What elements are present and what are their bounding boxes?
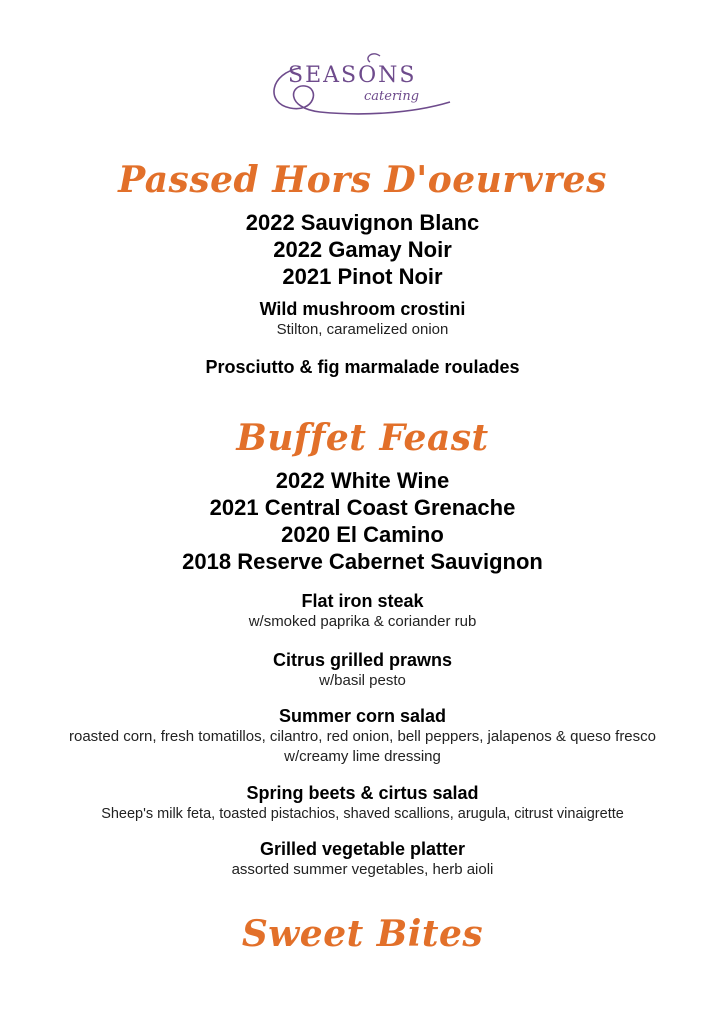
menu-item-spring-beets-salad bbox=[0, 782, 725, 824]
menu-item-grilled-vegetable-platter bbox=[0, 838, 725, 880]
wine-list-passed bbox=[0, 209, 725, 290]
section-title-passed-hors-doeuvres: Passed Hors D'oeurvres bbox=[118, 159, 607, 201]
menu-item-description: Stilton, caramelized onion bbox=[276, 321, 449, 338]
menu-item-description: Sheep's milk feta, toasted pistachios, shaved scallions, arugula, citrust vinaigrette bbox=[101, 806, 624, 822]
logo-brand-text: SEASONS bbox=[288, 63, 417, 88]
logo-tagline-text: catering bbox=[364, 89, 420, 104]
wine-item: 2022 Gamay Noir bbox=[273, 237, 452, 262]
menu-item-name: Wild mushroom crostini bbox=[259, 299, 466, 319]
wine-item: 2022 White Wine bbox=[275, 468, 450, 493]
wine-list-buffet bbox=[0, 467, 725, 575]
menu-item-name: Flat iron steak bbox=[301, 591, 424, 611]
wine-item: 2018 Reserve Cabernet Sauvignon bbox=[182, 549, 543, 574]
wine-item: 2022 Sauvignon Blanc bbox=[245, 210, 480, 235]
menu-item-name: Prosciutto & fig marmalade roulades bbox=[205, 357, 520, 377]
menu-item-description: w/basil pesto bbox=[319, 672, 406, 689]
menu-item-wild-mushroom-crostini bbox=[0, 298, 725, 340]
seasons-catering-logo bbox=[260, 48, 460, 128]
wine-item: 2020 El Camino bbox=[281, 522, 444, 547]
menu-item-description: w/smoked paprika & coriander rub bbox=[248, 613, 477, 630]
menu-item-description: roasted corn, fresh tomatillos, cilantro, red onion, bell peppers, jalapenos & queso fresco w/creamy lime dressing bbox=[69, 728, 656, 765]
menu-item-name: Citrus grilled prawns bbox=[272, 650, 453, 670]
menu-item-name: Grilled vegetable platter bbox=[259, 839, 466, 859]
wine-item: 2021 Central Coast Grenache bbox=[209, 495, 516, 520]
menu-item-name: Summer corn salad bbox=[278, 706, 447, 726]
menu-item-name: Spring beets & cirtus salad bbox=[246, 783, 479, 803]
menu-item-citrus-grilled-prawns bbox=[0, 649, 725, 691]
logo-swirl-graphic bbox=[260, 48, 460, 128]
wine-item: 2021 Pinot Noir bbox=[282, 264, 443, 289]
section-title-sweet-bites: Sweet Bites bbox=[241, 913, 484, 955]
menu-item-prosciutto-roulades bbox=[0, 356, 725, 378]
menu-item-description: assorted summer vegetables, herb aioli bbox=[231, 861, 494, 878]
menu-item-summer-corn-salad bbox=[0, 705, 725, 767]
menu-item-flat-iron-steak bbox=[0, 590, 725, 632]
section-title-buffet-feast: Buffet Feast bbox=[236, 417, 489, 459]
